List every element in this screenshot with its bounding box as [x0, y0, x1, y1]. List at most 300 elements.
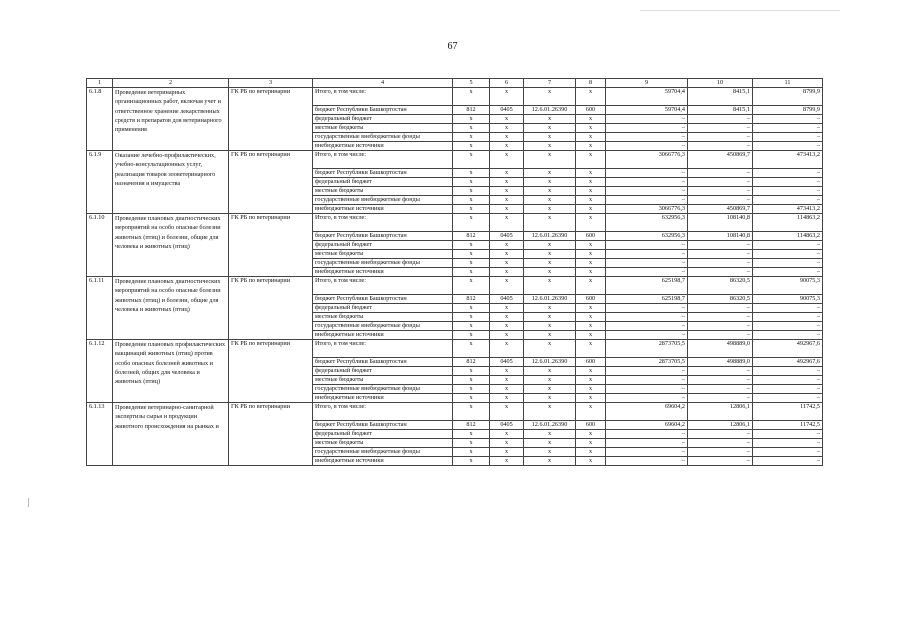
cell-c7: x	[524, 376, 576, 385]
cell-c11: 114863,2	[753, 232, 823, 241]
cell-c11: –	[753, 259, 823, 268]
section-executor: ГК РБ по ветеринарии	[229, 340, 313, 403]
cell-c9: –	[606, 457, 688, 466]
cell-c8: x	[576, 169, 606, 178]
cell-c11: –	[753, 457, 823, 466]
cell-c5: 812	[453, 106, 490, 115]
cell-c5: x	[453, 322, 490, 331]
cell-c9: –	[606, 250, 688, 259]
funding-source: федеральный бюджет	[313, 304, 453, 313]
cell-c6: x	[490, 403, 524, 421]
cell-c7: x	[524, 124, 576, 133]
cell-c8: 600	[576, 421, 606, 430]
cell-c8: x	[576, 178, 606, 187]
cell-c10: 86320,5	[688, 295, 753, 304]
cell-c7: x	[524, 259, 576, 268]
cell-c9: 59704,4	[606, 88, 688, 106]
funding-source: Итого, в том числе:	[313, 151, 453, 169]
cell-c8: x	[576, 151, 606, 169]
cell-c11: –	[753, 376, 823, 385]
cell-c11: 8799,9	[753, 88, 823, 106]
cell-c7: x	[524, 268, 576, 277]
section-executor: ГК РБ по ветеринарии	[229, 277, 313, 340]
cell-c5: x	[453, 115, 490, 124]
cell-c10: –	[688, 169, 753, 178]
cell-c7: x	[524, 439, 576, 448]
cell-c11: 11742,5	[753, 421, 823, 430]
cell-c9: –	[606, 448, 688, 457]
cell-c8: x	[576, 322, 606, 331]
cell-c10: –	[688, 178, 753, 187]
cell-c7: 12.6.01.26390	[524, 358, 576, 367]
cell-c8: x	[576, 313, 606, 322]
cell-c10: –	[688, 394, 753, 403]
cell-c5: x	[453, 394, 490, 403]
cell-c8: x	[576, 439, 606, 448]
cell-c5: x	[453, 205, 490, 214]
cell-c5: 812	[453, 295, 490, 304]
cell-c6: x	[490, 241, 524, 250]
cell-c7: x	[524, 187, 576, 196]
cell-c9: –	[606, 322, 688, 331]
cell-c6: x	[490, 205, 524, 214]
table-row	[87, 214, 823, 232]
cell-c10: –	[688, 331, 753, 340]
cell-c5: x	[453, 88, 490, 106]
cell-c9: 632956,3	[606, 214, 688, 232]
cell-c5: x	[453, 457, 490, 466]
cell-c6: 0405	[490, 106, 524, 115]
cell-c5: 812	[453, 232, 490, 241]
cell-c5: x	[453, 277, 490, 295]
cell-c10: –	[688, 457, 753, 466]
cell-c9: 632956,3	[606, 232, 688, 241]
cell-c10: 108140,8	[688, 232, 753, 241]
cell-c11: 492967,6	[753, 340, 823, 358]
cell-c10: 12806,1	[688, 421, 753, 430]
funding-source: местные бюджеты	[313, 313, 453, 322]
cell-c9: –	[606, 259, 688, 268]
cell-c11: –	[753, 268, 823, 277]
column-header-row	[87, 79, 823, 88]
cell-c7: x	[524, 133, 576, 142]
cell-c10: –	[688, 196, 753, 205]
cell-c9: 625198,7	[606, 295, 688, 304]
cell-c8: 600	[576, 232, 606, 241]
cell-c6: x	[490, 151, 524, 169]
cell-c10: –	[688, 250, 753, 259]
cell-c6: x	[490, 187, 524, 196]
cell-c11: 11742,5	[753, 403, 823, 421]
column-header: 7	[524, 79, 576, 88]
cell-c6: x	[490, 142, 524, 151]
cell-c10: 8415,1	[688, 88, 753, 106]
cell-c10: –	[688, 259, 753, 268]
funding-source: государственные внебюджетные фонды	[313, 448, 453, 457]
cell-c10: –	[688, 187, 753, 196]
table-body	[87, 79, 823, 466]
cell-c10: –	[688, 268, 753, 277]
cell-c9: –	[606, 430, 688, 439]
cell-c11: –	[753, 124, 823, 133]
cell-c5: x	[453, 403, 490, 421]
cell-c11: –	[753, 430, 823, 439]
column-header: 5	[453, 79, 490, 88]
funding-source: Итого, в том числе:	[313, 277, 453, 295]
section-number: 6.1.11	[87, 277, 113, 340]
cell-c10: 8415,1	[688, 106, 753, 115]
table-row	[87, 151, 823, 169]
cell-c11: –	[753, 142, 823, 151]
cell-c9: 625198,7	[606, 277, 688, 295]
cell-c11: 90075,3	[753, 277, 823, 295]
cell-c8: x	[576, 187, 606, 196]
cell-c11: –	[753, 439, 823, 448]
page-number: 67	[447, 41, 458, 52]
cell-c6: x	[490, 385, 524, 394]
cell-c8: x	[576, 259, 606, 268]
cell-c6: 0405	[490, 358, 524, 367]
cell-c6: x	[490, 331, 524, 340]
funding-source: государственные внебюджетные фонды	[313, 385, 453, 394]
cell-c8: x	[576, 214, 606, 232]
cell-c7: 12.6.01.26390	[524, 295, 576, 304]
cell-c10: –	[688, 124, 753, 133]
cell-c6: x	[490, 169, 524, 178]
cell-c8: x	[576, 385, 606, 394]
section-number: 6.1.8	[87, 88, 113, 151]
cell-c9: 2873705,5	[606, 340, 688, 358]
cell-c5: x	[453, 331, 490, 340]
cell-c11: –	[753, 115, 823, 124]
cell-c10: –	[688, 430, 753, 439]
funding-source: государственные внебюджетные фонды	[313, 322, 453, 331]
cell-c7: x	[524, 367, 576, 376]
cell-c6: x	[490, 250, 524, 259]
cell-c6: x	[490, 124, 524, 133]
funding-source: внебюджетные источники	[313, 142, 453, 151]
column-header: 9	[606, 79, 688, 88]
cell-c7: x	[524, 250, 576, 259]
cell-c11: 90075,3	[753, 295, 823, 304]
section-number: 6.1.13	[87, 403, 113, 466]
cell-c7: x	[524, 214, 576, 232]
cell-c6: 0405	[490, 295, 524, 304]
cell-c7: x	[524, 457, 576, 466]
cell-c10: 498889,0	[688, 358, 753, 367]
cell-c10: 498889,0	[688, 340, 753, 358]
funding-source: местные бюджеты	[313, 124, 453, 133]
column-header: 11	[753, 79, 823, 88]
cell-c9: 59704,4	[606, 106, 688, 115]
cell-c9: –	[606, 268, 688, 277]
cell-c5: x	[453, 439, 490, 448]
cell-c11: –	[753, 178, 823, 187]
cell-c10: –	[688, 448, 753, 457]
cell-c8: x	[576, 196, 606, 205]
cell-c11: –	[753, 448, 823, 457]
cell-c8: x	[576, 88, 606, 106]
section-title: Проведение ветеринарных организационных работ, включая учет и ответственное хранение лекарственных средств и препаратов для ветеринарного применения	[113, 88, 229, 151]
cell-c5: x	[453, 448, 490, 457]
cell-c5: x	[453, 430, 490, 439]
column-header: 10	[688, 79, 753, 88]
cell-c5: x	[453, 124, 490, 133]
cell-c9: –	[606, 439, 688, 448]
cell-c11: –	[753, 331, 823, 340]
funding-source: федеральный бюджет	[313, 115, 453, 124]
scan-mark	[640, 10, 840, 11]
cell-c10: –	[688, 367, 753, 376]
cell-c7: x	[524, 313, 576, 322]
funding-source: Итого, в том числе:	[313, 340, 453, 358]
section-title: Оказание лечебно-профилактических, учебно-консультационных услуг, реализация товаров зооветеринарного назначения и имущества	[113, 151, 229, 214]
cell-c9: –	[606, 196, 688, 205]
cell-c7: x	[524, 430, 576, 439]
cell-c5: x	[453, 169, 490, 178]
cell-c8: x	[576, 277, 606, 295]
cell-c5: 812	[453, 421, 490, 430]
column-header: 8	[576, 79, 606, 88]
cell-c7: x	[524, 403, 576, 421]
section-executor: ГК РБ по ветеринарии	[229, 88, 313, 151]
cell-c8: x	[576, 448, 606, 457]
section-title: Проведение плановых диагностических мероприятий на особо опасные болезни животных (птиц) и болезни, общие для человека и животных (птиц)	[113, 214, 229, 277]
cell-c8: x	[576, 115, 606, 124]
cell-c10: –	[688, 313, 753, 322]
cell-c5: x	[453, 340, 490, 358]
cell-c9: –	[606, 313, 688, 322]
cell-c6: x	[490, 439, 524, 448]
cell-c8: x	[576, 142, 606, 151]
cell-c10: 450869,7	[688, 151, 753, 169]
table-row	[87, 340, 823, 358]
cell-c6: x	[490, 340, 524, 358]
cell-c7: x	[524, 205, 576, 214]
funding-source: Итого, в том числе:	[313, 214, 453, 232]
cell-c9: –	[606, 241, 688, 250]
column-header: 6	[490, 79, 524, 88]
cell-c9: –	[606, 115, 688, 124]
cell-c6: x	[490, 448, 524, 457]
funding-source: местные бюджеты	[313, 187, 453, 196]
section-title: Проведение плановых диагностических мероприятий на особо опасные болезни животных (птиц) и болезни, общие для человека и животных (птиц)	[113, 277, 229, 340]
cell-c10: 450869,7	[688, 205, 753, 214]
section-number: 6.1.10	[87, 214, 113, 277]
cell-c7: x	[524, 196, 576, 205]
cell-c6: x	[490, 88, 524, 106]
budget-table	[86, 78, 823, 466]
cell-c9: –	[606, 304, 688, 313]
cell-c7: 12.6.01.26390	[524, 232, 576, 241]
cell-c7: x	[524, 241, 576, 250]
cell-c7: x	[524, 88, 576, 106]
cell-c7: x	[524, 178, 576, 187]
cell-c11: –	[753, 187, 823, 196]
cell-c5: 812	[453, 358, 490, 367]
cell-c11: –	[753, 304, 823, 313]
cell-c6: x	[490, 394, 524, 403]
funding-source: бюджет Республики Башкортостан	[313, 421, 453, 430]
cell-c7: x	[524, 115, 576, 124]
section-title: Проведение плановых профилактических вакцинаций животных (птиц) против особо опасных болезней животных и болезней, общих для человека и животных (птиц)	[113, 340, 229, 403]
cell-c8: x	[576, 124, 606, 133]
funding-source: государственные внебюджетные фонды	[313, 133, 453, 142]
cell-c10: –	[688, 385, 753, 394]
cell-c5: x	[453, 385, 490, 394]
cell-c6: x	[490, 259, 524, 268]
cell-c8: x	[576, 430, 606, 439]
cell-c6: x	[490, 322, 524, 331]
cell-c9: –	[606, 178, 688, 187]
cell-c5: x	[453, 313, 490, 322]
cell-c11: –	[753, 250, 823, 259]
funding-source: федеральный бюджет	[313, 241, 453, 250]
funding-source: внебюджетные источники	[313, 394, 453, 403]
cell-c6: x	[490, 313, 524, 322]
cell-c11: –	[753, 394, 823, 403]
cell-c7: x	[524, 385, 576, 394]
cell-c8: x	[576, 394, 606, 403]
funding-source: бюджет Республики Башкортостан	[313, 295, 453, 304]
cell-c8: x	[576, 133, 606, 142]
cell-c11: –	[753, 313, 823, 322]
funding-source: Итого, в том числе:	[313, 403, 453, 421]
funding-source: внебюджетные источники	[313, 268, 453, 277]
cell-c10: –	[688, 241, 753, 250]
cell-c5: x	[453, 196, 490, 205]
funding-source: внебюджетные источники	[313, 457, 453, 466]
cell-c11: 473413,2	[753, 205, 823, 214]
cell-c6: x	[490, 430, 524, 439]
section-title: Проведение ветеринарно-санитарной экспертизы сырья и продукции животного происхождения на рынках и	[113, 403, 229, 466]
cell-c11: –	[753, 169, 823, 178]
cell-c10: –	[688, 142, 753, 151]
cell-c9: –	[606, 376, 688, 385]
funding-source: федеральный бюджет	[313, 367, 453, 376]
cell-c5: x	[453, 259, 490, 268]
cell-c5: x	[453, 250, 490, 259]
funding-source: бюджет Республики Башкортостан	[313, 169, 453, 178]
cell-c11: –	[753, 133, 823, 142]
cell-c5: x	[453, 178, 490, 187]
cell-c9: 3066776,3	[606, 205, 688, 214]
cell-c9: –	[606, 142, 688, 151]
funding-source: государственные внебюджетные фонды	[313, 259, 453, 268]
cell-c7: x	[524, 277, 576, 295]
cell-c8: x	[576, 403, 606, 421]
cell-c7: x	[524, 322, 576, 331]
section-number: 6.1.12	[87, 340, 113, 403]
cell-c5: x	[453, 187, 490, 196]
cell-c8: x	[576, 205, 606, 214]
funding-source: внебюджетные источники	[313, 331, 453, 340]
cell-c6: x	[490, 304, 524, 313]
section-number: 6.1.9	[87, 151, 113, 214]
cell-c5: x	[453, 133, 490, 142]
cell-c5: x	[453, 268, 490, 277]
funding-source: федеральный бюджет	[313, 178, 453, 187]
cell-c9: –	[606, 124, 688, 133]
funding-source: местные бюджеты	[313, 250, 453, 259]
cell-c6: 0405	[490, 421, 524, 430]
cell-c8: x	[576, 376, 606, 385]
cell-c11: –	[753, 367, 823, 376]
cell-c8: x	[576, 331, 606, 340]
cell-c7: x	[524, 448, 576, 457]
cell-c7: x	[524, 394, 576, 403]
cell-c5: x	[453, 214, 490, 232]
cell-c8: 600	[576, 295, 606, 304]
cell-c11: –	[753, 322, 823, 331]
cell-c11: –	[753, 196, 823, 205]
cell-c8: x	[576, 304, 606, 313]
cell-c7: 12.6.01.26390	[524, 421, 576, 430]
cell-c10: –	[688, 322, 753, 331]
section-executor: ГК РБ по ветеринарии	[229, 403, 313, 466]
cell-c6: x	[490, 367, 524, 376]
cell-c5: x	[453, 367, 490, 376]
cell-c9: 69604,2	[606, 403, 688, 421]
cell-c7: x	[524, 142, 576, 151]
cell-c8: x	[576, 268, 606, 277]
cell-c9: –	[606, 133, 688, 142]
funding-source: местные бюджеты	[313, 439, 453, 448]
cell-c6: x	[490, 376, 524, 385]
cell-c8: x	[576, 250, 606, 259]
cell-c6: x	[490, 214, 524, 232]
column-header: 1	[87, 79, 113, 88]
cell-c11: 8799,9	[753, 106, 823, 115]
cell-c5: x	[453, 304, 490, 313]
cell-c5: x	[453, 151, 490, 169]
cell-c7: x	[524, 169, 576, 178]
cell-c10: –	[688, 304, 753, 313]
cell-c5: x	[453, 142, 490, 151]
table-row	[87, 88, 823, 106]
cell-c8: 600	[576, 358, 606, 367]
cell-c6: x	[490, 115, 524, 124]
funding-source: Итого, в том числе:	[313, 88, 453, 106]
cell-c10: –	[688, 133, 753, 142]
column-header: 4	[313, 79, 453, 88]
cell-c9: 2873705,5	[606, 358, 688, 367]
cell-c6: 0405	[490, 232, 524, 241]
cell-c7: x	[524, 304, 576, 313]
cell-c10: –	[688, 115, 753, 124]
cell-c9: 69604,2	[606, 421, 688, 430]
funding-source: бюджет Республики Башкортостан	[313, 106, 453, 115]
cell-c6: x	[490, 133, 524, 142]
cell-c7: x	[524, 151, 576, 169]
cell-c7: 12.6.01.26390	[524, 106, 576, 115]
cell-c8: x	[576, 241, 606, 250]
section-executor: ГК РБ по ветеринарии	[229, 214, 313, 277]
cell-c7: x	[524, 331, 576, 340]
funding-source: государственные внебюджетные фонды	[313, 196, 453, 205]
table-row	[87, 403, 823, 421]
cell-c11: 492967,6	[753, 358, 823, 367]
cell-c6: x	[490, 178, 524, 187]
cell-c10: –	[688, 376, 753, 385]
cell-c11: –	[753, 385, 823, 394]
cell-c8: x	[576, 457, 606, 466]
funding-source: бюджет Республики Башкортостан	[313, 232, 453, 241]
cell-c10: –	[688, 439, 753, 448]
cell-c9: –	[606, 331, 688, 340]
cell-c9: –	[606, 394, 688, 403]
funding-source: бюджет Республики Башкортостан	[313, 358, 453, 367]
